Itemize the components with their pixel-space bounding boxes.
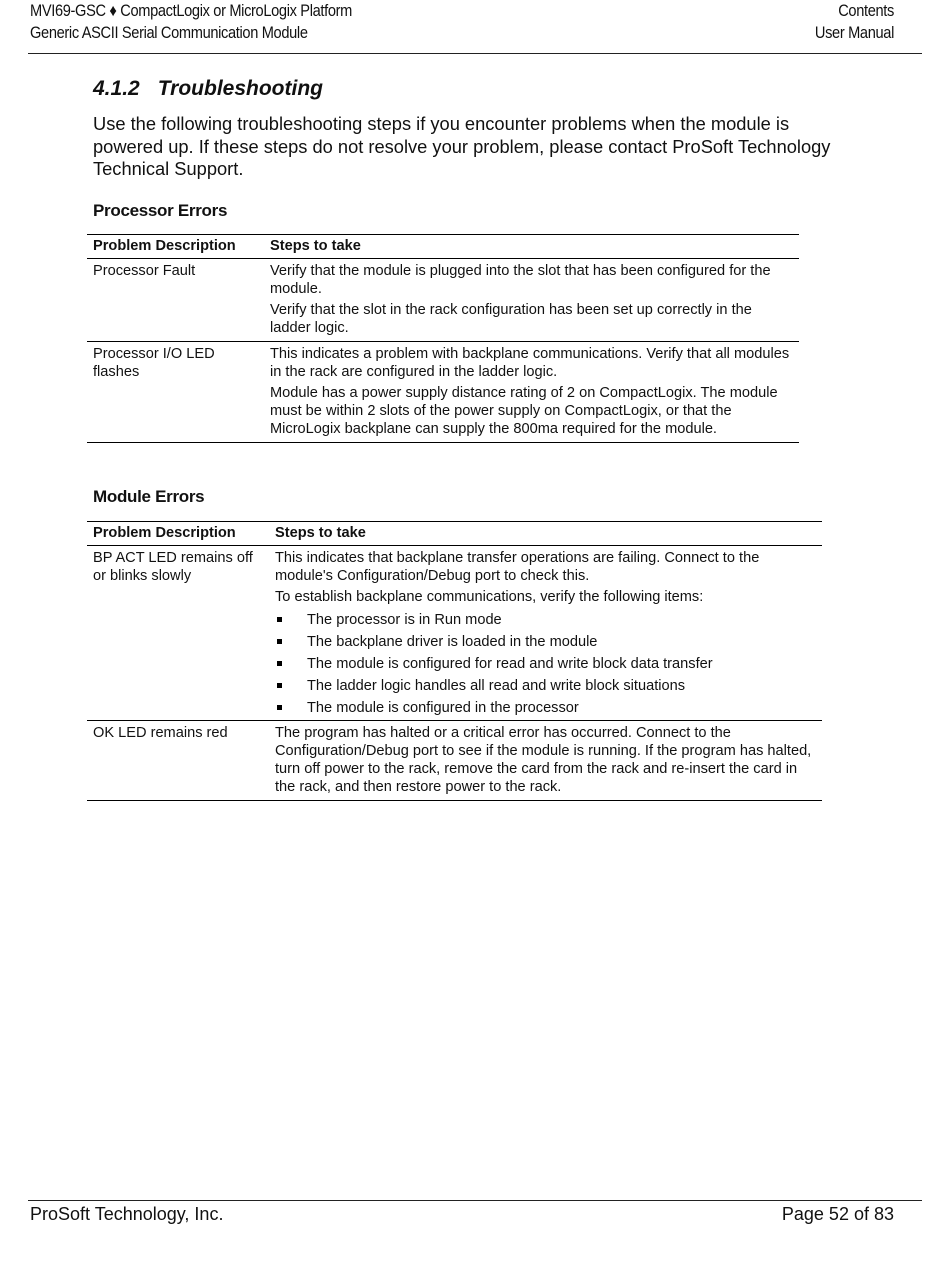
step-text: This indicates that backplane transfer operations are failing. Connect to the module's Configuration/Debug port to check this.	[275, 550, 760, 584]
header-module-line: Generic ASCII Serial Communication Module	[30, 23, 308, 42]
module-errors-table	[87, 521, 822, 801]
problem-cell: Processor Fault	[87, 259, 264, 342]
list-item: The module is configured for read and write block data transfer	[275, 653, 816, 675]
steps-cell	[264, 259, 799, 342]
section-title	[93, 77, 323, 101]
footer-company: ProSoft Technology, Inc.	[30, 1204, 224, 1224]
page-number: Page 52 of 83	[781, 1204, 894, 1224]
page-footer	[30, 1203, 894, 1225]
header-left	[30, 0, 404, 44]
steps-cell	[269, 546, 822, 721]
step-text: Module has a power supply distance rating of 2 on CompactLogix. The module must be within 2 slots of the power supply on CompactLogix, or that the MicroLogix backplane can supply the 800ma required for the module.	[270, 385, 778, 437]
intro-paragraph: Use the following troubleshooting steps if you encounter problems when the module is powered up. If these steps do not resolve your problem, please contact ProSoft Technology Technical Support.	[93, 113, 831, 179]
processor-errors-heading: Processor Errors	[93, 201, 228, 220]
problem-cell: BP ACT LED remains off or blinks slowly	[87, 546, 269, 721]
problem-cell: OK LED remains red	[87, 721, 269, 801]
list-item: The processor is in Run mode	[275, 609, 816, 631]
header-right	[802, 0, 894, 44]
checklist	[275, 609, 816, 719]
step-text: The program has halted or a critical error has occurred. Connect to the Configuration/Debug port to see if the module is running. If the program has halted, turn off power to the rack, remove the card from the rack and re-insert the card in the rack, and then restore power to the rack.	[275, 725, 812, 795]
list-item: The module is configured in the processor	[275, 697, 816, 719]
module-errors-heading: Module Errors	[93, 487, 205, 506]
header-manual: User Manual	[814, 23, 894, 42]
column-header-problem: Problem Description	[87, 235, 264, 259]
column-header-steps: Steps to take	[269, 522, 822, 546]
step-text: Verify that the module is plugged into the slot that has been configured for the module.	[270, 263, 771, 297]
section-title-text: Troubleshooting	[157, 77, 323, 100]
header-product-line: MVI69-GSC ♦ CompactLogix or MicroLogix Platform	[30, 1, 352, 20]
problem-cell: Processor I/O LED flashes	[87, 342, 264, 443]
header-divider	[28, 53, 922, 54]
list-item: The ladder logic handles all read and write block situations	[275, 675, 816, 697]
header-contents: Contents	[838, 1, 894, 20]
table-header-row	[87, 235, 799, 259]
step-text: Verify that the slot in the rack configuration has been set up correctly in the ladder logic.	[270, 302, 752, 336]
footer-divider	[28, 1200, 922, 1201]
table-row	[87, 342, 799, 443]
steps-cell	[269, 721, 822, 801]
step-text: This indicates a problem with backplane communications. Verify that all modules in the rack are configured in the ladder logic.	[270, 346, 790, 380]
step-text: To establish backplane communications, verify the following items:	[275, 589, 704, 605]
column-header-steps: Steps to take	[264, 235, 799, 259]
column-header-problem: Problem Description	[87, 522, 269, 546]
table-header-row	[87, 522, 822, 546]
list-item: The backplane driver is loaded in the module	[275, 631, 816, 653]
table-row	[87, 546, 822, 721]
table-row	[87, 721, 822, 801]
section-number: 4.1.2	[93, 77, 140, 100]
steps-cell	[264, 342, 799, 443]
processor-errors-table	[87, 234, 799, 443]
table-row	[87, 259, 799, 342]
page-header	[30, 0, 894, 52]
